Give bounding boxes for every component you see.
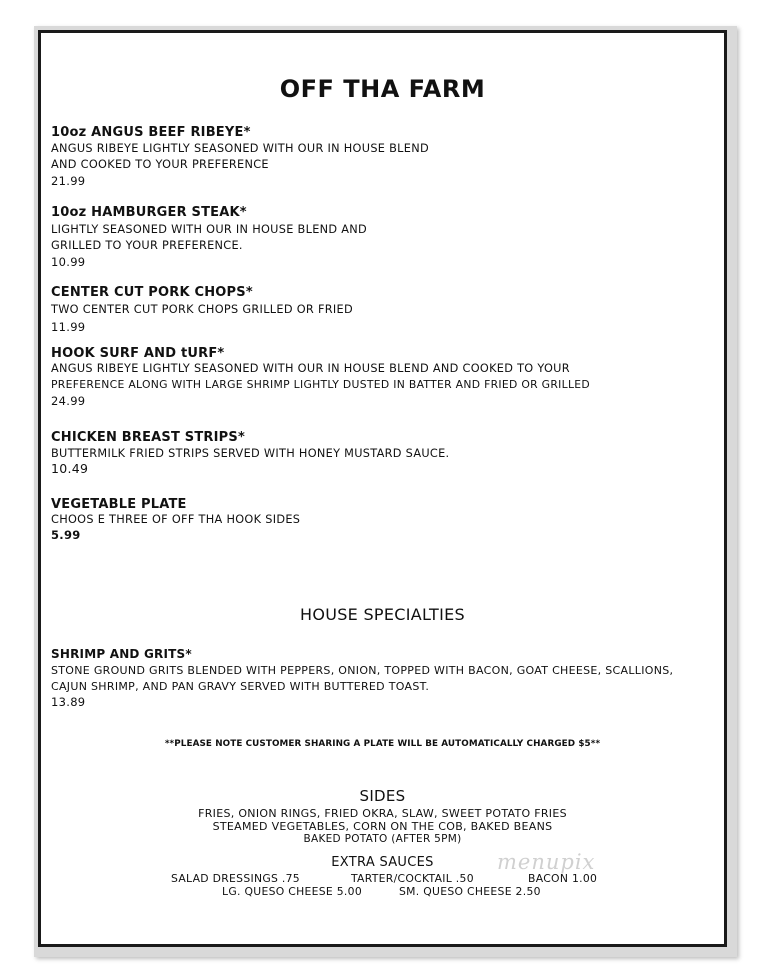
- menu-item-price: 10.49: [51, 461, 89, 476]
- menu-item-desc: LIGHTLY SEASONED WITH OUR IN HOUSE BLEND AND: [51, 223, 368, 236]
- section-heading-extra-sauces: EXTRA SAUCES: [331, 855, 434, 870]
- menu-frame: [38, 30, 727, 947]
- sauce-price: SALAD DRESSINGS .75: [171, 872, 300, 885]
- sauce-price: BACON 1.00: [528, 872, 598, 885]
- menu-item-name: HOOK SURF AND tURF*: [51, 346, 225, 361]
- sauce-price: SM. QUESO CHEESE 2.50: [399, 885, 541, 898]
- sides-line: BAKED POTATO (AFTER 5PM): [303, 833, 462, 845]
- section-heading-sides: SIDES: [359, 787, 406, 805]
- menu-item-desc: PREFERENCE ALONG WITH LARGE SHRIMP LIGHTLY DUSTED IN BATTER AND FRIED OR GRILLED: [51, 378, 590, 391]
- section-heading-house-specialties: HOUSE SPECIALTIES: [299, 605, 465, 624]
- menu-item-name: SHRIMP AND GRITS*: [51, 647, 192, 661]
- menu-item-desc: AND COOKED TO YOUR PREFERENCE: [51, 158, 269, 171]
- menu-item-desc: TWO CENTER CUT PORK CHOPS GRILLED OR FRIED: [51, 303, 353, 316]
- sharing-note: **PLEASE NOTE CUSTOMER SHARING A PLATE WILL BE AUTOMATICALLY CHARGED $5**: [164, 739, 601, 749]
- watermark-logo: menupix: [497, 850, 596, 874]
- menu-item-desc: GRILLED TO YOUR PREFERENCE.: [51, 239, 243, 252]
- menu-item-name: VEGETABLE PLATE: [51, 497, 187, 512]
- menu-item-desc: STONE GROUND GRITS BLENDED WITH PEPPERS, ONION, TOPPED WITH BACON, GOAT CHEESE, SCALLIONS,: [51, 664, 674, 677]
- menu-item-desc: ANGUS RIBEYE LIGHTLY SEASONED WITH OUR IN HOUSE BLEND: [51, 142, 429, 155]
- sides-line: FRIES, ONION RINGS, FRIED OKRA, SLAW, SWEET POTATO FRIES: [198, 807, 567, 820]
- menu-item-price: 13.89: [51, 695, 86, 709]
- menu-item-price: 21.99: [51, 174, 86, 188]
- menu-item-price: 10.99: [51, 255, 86, 269]
- sauce-price: TARTER/COCKTAIL .50: [351, 872, 474, 885]
- menu-item-desc: BUTTERMILK FRIED STRIPS SERVED WITH HONEY MUSTARD SAUCE.: [51, 447, 450, 460]
- menu-item-name: 10oz HAMBURGER STEAK*: [51, 205, 247, 220]
- menu-item-name: CHICKEN BREAST STRIPS*: [51, 430, 245, 445]
- menu-item-price: 24.99: [51, 394, 86, 408]
- menu-item-desc: CHOOS E THREE OF OFF THA HOOK SIDES: [51, 513, 301, 526]
- menu-item-desc: ANGUS RIBEYE LIGHTLY SEASONED WITH OUR IN HOUSE BLEND AND COOKED TO YOUR: [51, 362, 570, 375]
- menu-item-desc: CAJUN SHRIMP, AND PAN GRAVY SERVED WITH BUTTERED TOAST.: [51, 680, 430, 693]
- menu-item-price: 5.99: [51, 528, 81, 542]
- menu-item-name: 10oz ANGUS BEEF RIBEYE*: [51, 125, 251, 140]
- page-title: OFF THA FARM: [279, 75, 486, 103]
- sides-line: STEAMED VEGETABLES, CORN ON THE COB, BAKED BEANS: [212, 820, 553, 833]
- menu-item-price: 11.99: [51, 320, 86, 334]
- sauce-price: LG. QUESO CHEESE 5.00: [222, 885, 363, 898]
- menu-item-name: CENTER CUT PORK CHOPS*: [51, 285, 253, 300]
